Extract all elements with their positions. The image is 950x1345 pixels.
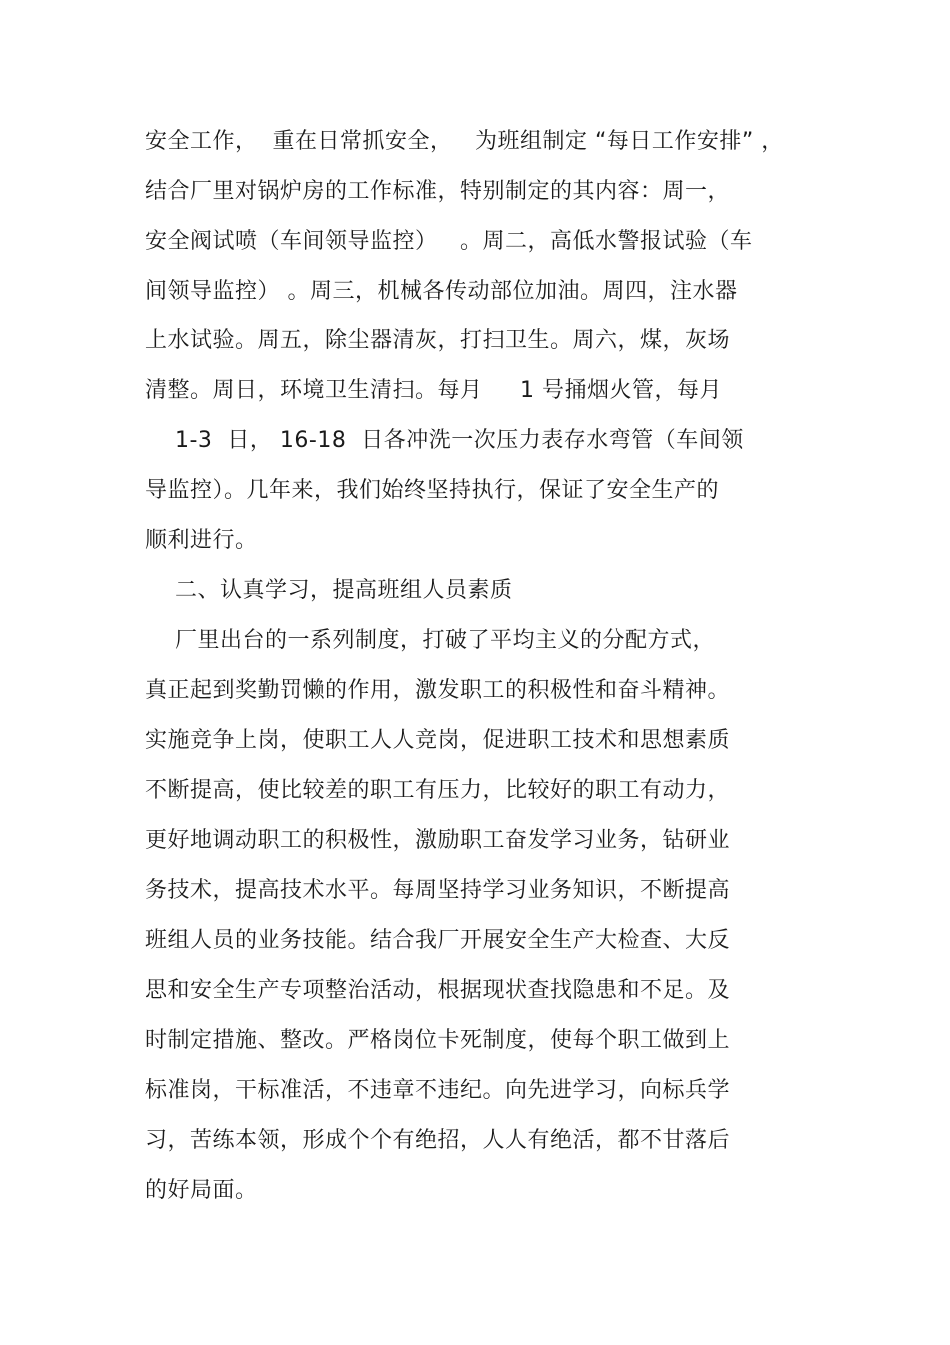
section-heading: 二、认真学习，提高班组人员素质 bbox=[145, 578, 513, 603]
text-line: 间领导监控） 。周三，机械各传动部位加油。周四，注水器 bbox=[145, 279, 738, 304]
text-line: 实施竞争上岗，使职工人人竞岗，促进职工技术和思想素质 bbox=[145, 728, 731, 753]
text-line: 不断提高，使比较差的职工有压力，比较好的职工有动力， bbox=[145, 778, 731, 803]
text-line: 结合厂里对锅炉房的工作标准，特别制定的其内容：周一， bbox=[145, 179, 731, 204]
text-line: 清整。周日，环境卫生清扫。每月 1 号捅烟火管，每月 bbox=[145, 378, 722, 403]
text-line: 真正起到奖勤罚懒的作用，激发职工的积极性和奋斗精神。 bbox=[145, 678, 731, 703]
text-line: 务技术，提高技术水平。每周坚持学习业务知识，不断提高 bbox=[145, 878, 731, 903]
text-line: 安全工作， 重在日常抓安全， 为班组制定 “每日工作安排” ， bbox=[145, 129, 784, 154]
text-line: 导监控）。几年来，我们始终坚持执行，保证了安全生产的 bbox=[145, 478, 720, 503]
text-line: 更好地调动职工的积极性，激励职工奋发学习业务，钻研业 bbox=[145, 828, 731, 853]
text-line: 习，苦练本领，形成个个有绝招，人人有绝活，都不甘落后 bbox=[145, 1128, 731, 1153]
text-line: 1-3 日， 16-18 日各冲洗一次压力表存水弯管（车间领 bbox=[145, 428, 744, 453]
text-line: 的好局面。 bbox=[145, 1178, 258, 1203]
text-line: 时制定措施、整改。严格岗位卡死制度，使每个职工做到上 bbox=[145, 1028, 731, 1053]
text-line: 上水试验。周五，除尘器清灰，打扫卫生。周六，煤，灰场 bbox=[145, 328, 731, 353]
text-line: 顺利进行。 bbox=[145, 528, 258, 553]
text-line: 班组人员的业务技能。结合我厂开展安全生产大检查、大反 bbox=[145, 928, 731, 953]
text-line: 厂里出台的一系列制度，打破了平均主义的分配方式， bbox=[145, 628, 715, 653]
text-line: 思和安全生产专项整治活动，根据现状查找隐患和不足。及 bbox=[145, 978, 731, 1003]
text-line: 安全阀试喷（车间领导监控） 。周二，高低水警报试验（车 bbox=[145, 229, 753, 254]
text-line: 标准岗，干标准活，不违章不违纪。向先进学习，向标兵学 bbox=[145, 1078, 731, 1103]
